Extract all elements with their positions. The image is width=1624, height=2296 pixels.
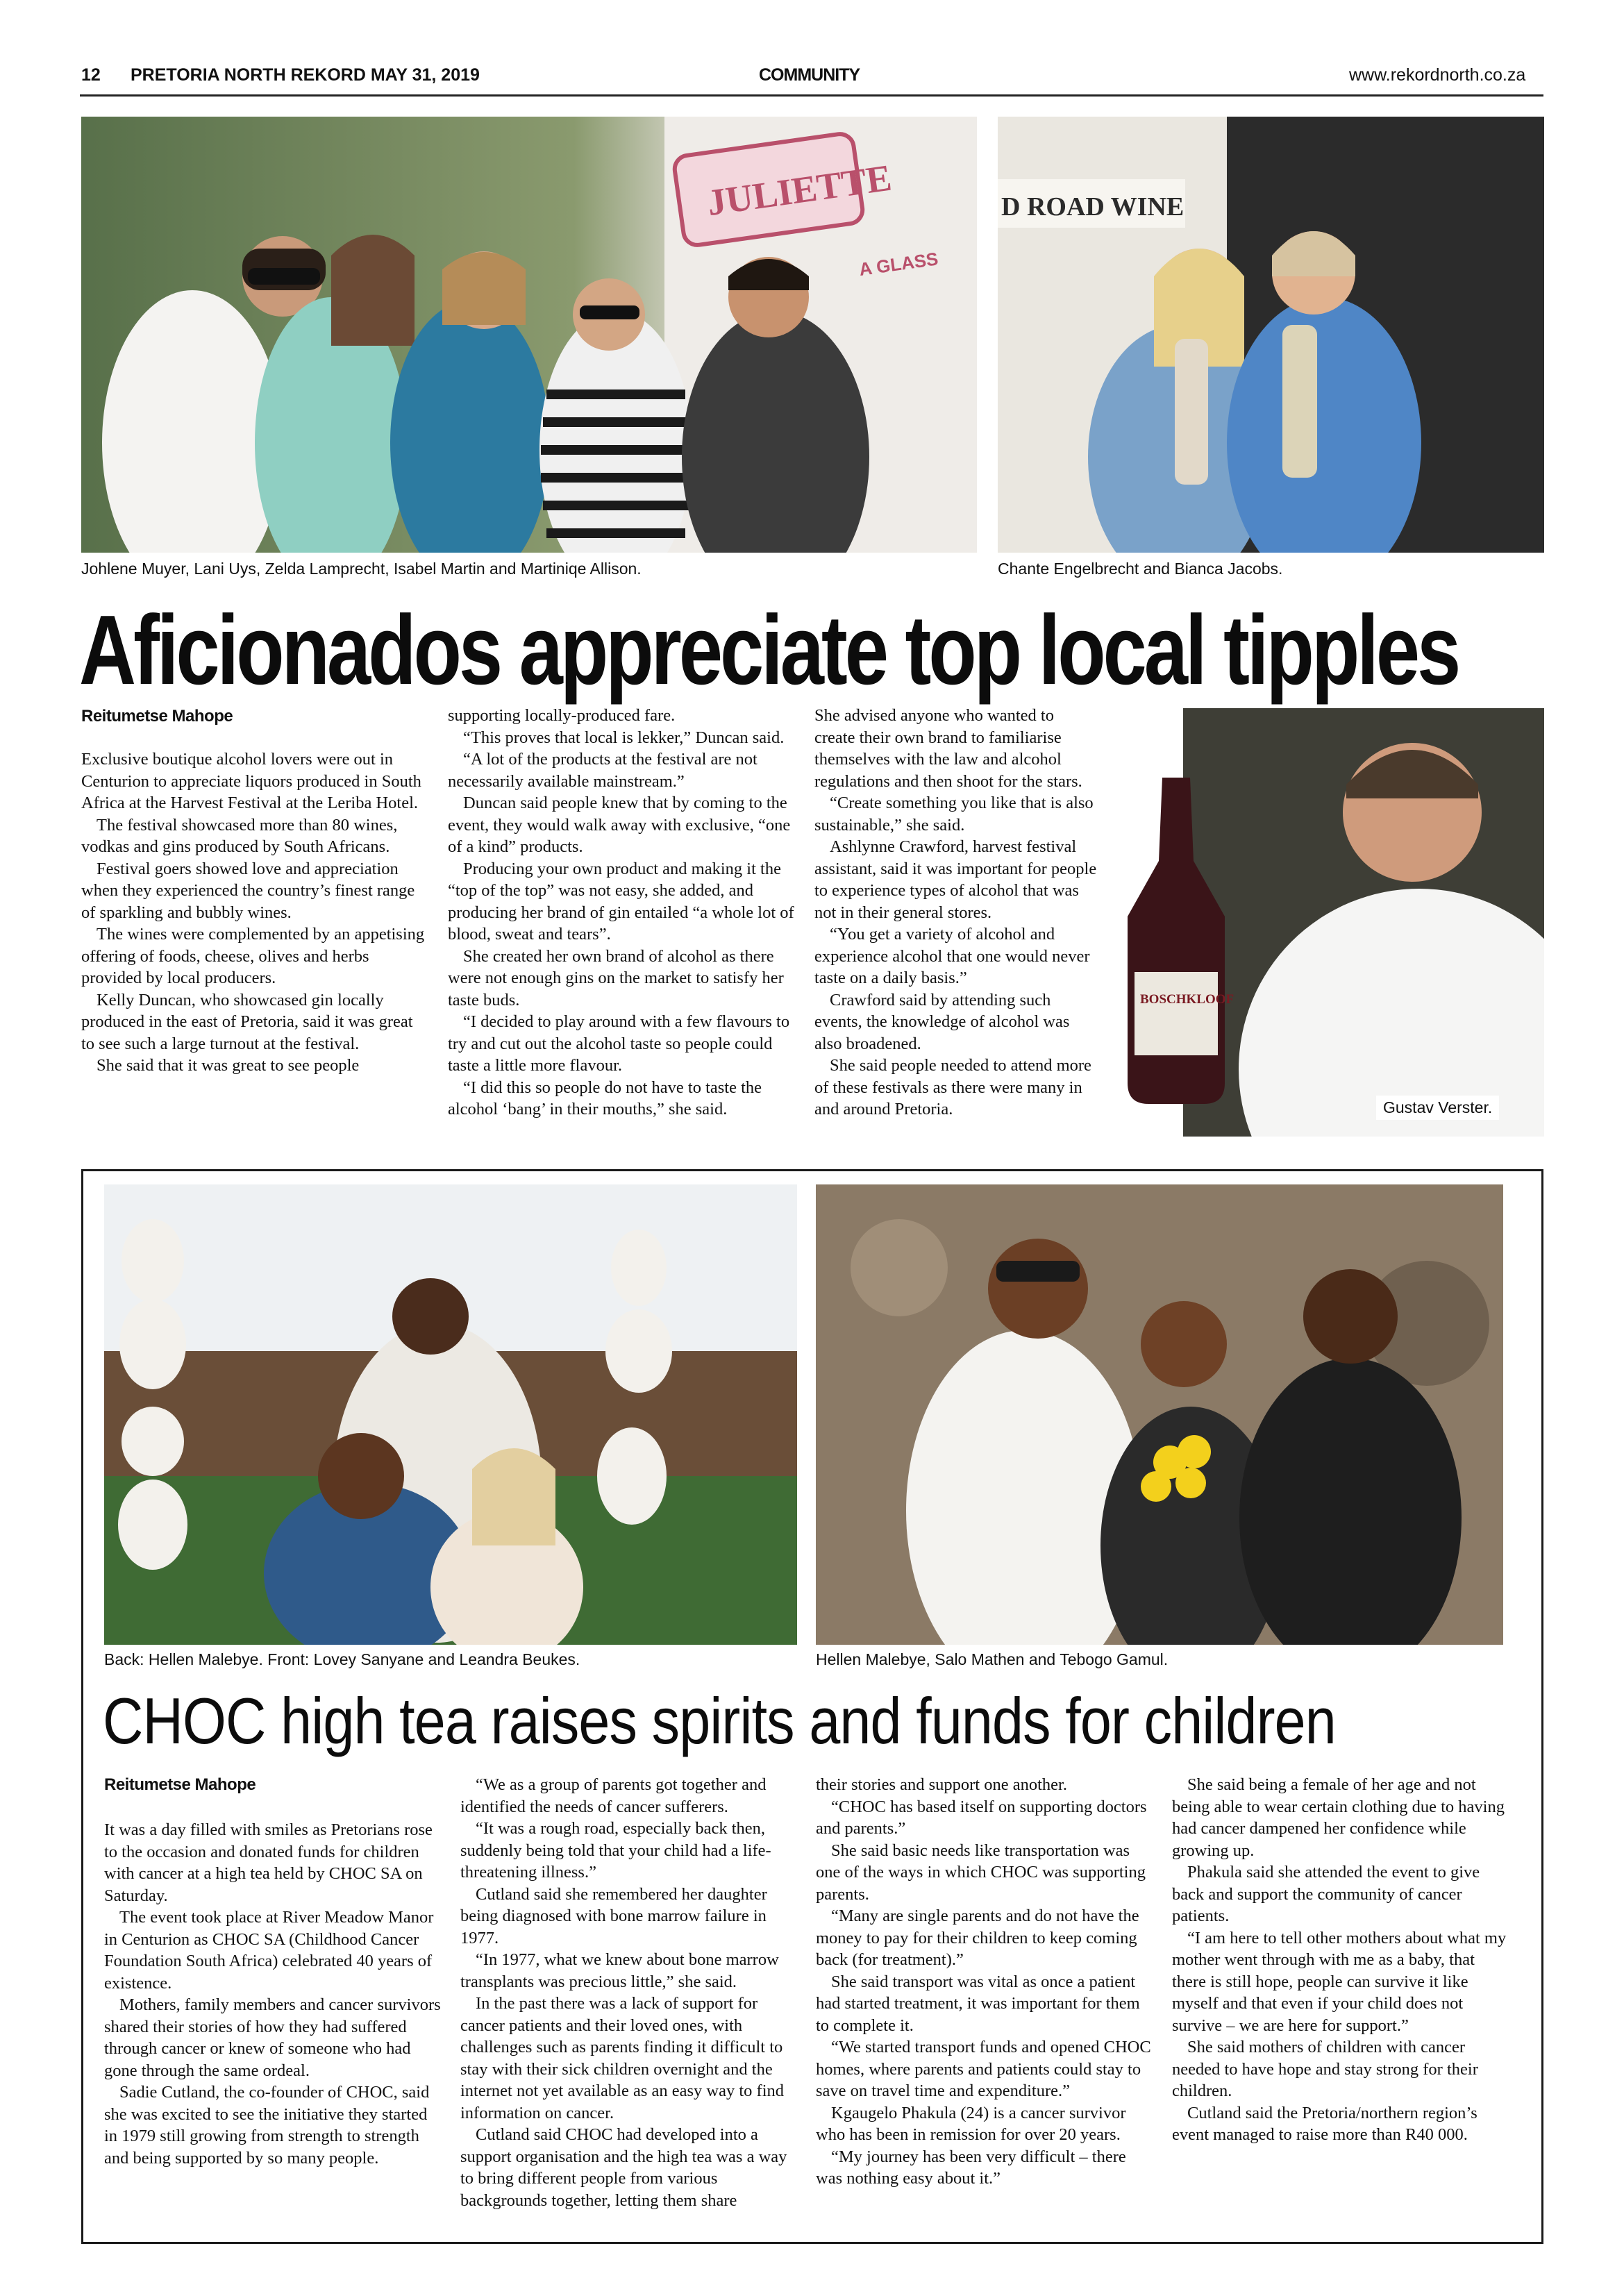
website-url: www.rekordnorth.co.za — [1349, 65, 1526, 85]
boschkloof-label: BOSCHKLOOF — [1140, 992, 1234, 1007]
article2-column-3: their stories and support one another. “CHOC has based itself on supporting doctors and parents.” She said basic needs like transportation was one of the ways in which CHOC was supporting parents. “Many are single parents and do not have the money to pay for their children to keep coming back (for treatment).” She said transport was vital as once a patient had started treatment, it was important for them to complete it. “We started transport funds and opened CHOC homes, where parents and patients could stay to save on travel time and expenditure.” Kgaugelo Phakula (24) is a cancer survivor who has been in remission for over 20 years. “My journey has been very difficult – there was nothing easy about it.” — [816, 1775, 1151, 2188]
article1-column-1: Exclusive boutique alcohol lovers were out in Centurion to appreciate liquors produced in South Africa at the Harvest Festival at the Leriba Hotel. The festival showcased more than 80 wines, vodkas and gins produced by South Africans. Festival goers showed love and appreciation when they experienced the country’s finest range of sparkling and bubbly wines. The wines were complemented by an appetising offering of foods, cheese, olives and herbs provided by local producers. Kelly Duncan, who showcased gin locally produced in the east of Pretoria, said it was great to see such a large turnout at the festival. She said that it was great to see people — [81, 750, 425, 1075]
photo-choc-trio-caption: Hellen Malebye, Salo Mathen and Tebogo Gamul. — [816, 1650, 1169, 1668]
article2-column-2: “We as a group of parents got together and identified the needs of cancer sufferers. “It was a rough road, especially back then, suddenly being told that your child had a life-threatening illness.” Cutland said she remembered her daughter being diagnosed with bone marrow failure in 1977. “In 1977, what we knew about bone marrow transplants was precious little,” she said. In the past there was a lack of support for cancer patients and their loved ones, with challenges such as parents finding it difficult to stay with their sick children overnight and the internet not yet available as an easy way to find information on cancer. Cutland said CHOC had developed into a support organisation and the high tea was a way to bring different people from various backgrounds together, letting them share — [460, 1775, 787, 2210]
photo-gustav-verster-label: Gustav Verster. — [1376, 1096, 1499, 1120]
publication-dateline: PRETORIA NORTH REKORD MAY 31, 2019 — [131, 65, 480, 85]
photo-choc-trio — [816, 1184, 1503, 1645]
juliette-sign-sub: A GLASS — [857, 248, 940, 280]
photo-gustav-verster — [1107, 708, 1544, 1137]
section-label: COMMUNITY — [759, 65, 860, 85]
road-wine-sign: D ROAD WINE — [1001, 192, 1184, 221]
article2-column-4: She said being a female of her age and not being able to wear certain clothing due to having had cancer dampened her confidence while growing up. Phakula said she attended the event to give back and support the community of cancer patients. “I am here to tell other mothers about what my mother went through with me as a baby, that there is still hope, people can survive it like myself and that even if your child does not survive – we are here for support.” She said mothers of children with cancer needed to have hope and stay strong for their children. Cutland said the Pretoria/northern region’s event managed to raise more than R40 000. — [1172, 1775, 1507, 2144]
headline-choc: CHOC high tea raises spirits and funds for children — [103, 1684, 1336, 1757]
juliette-sign: JULIETTE — [704, 156, 894, 224]
byline-article1: Reitumetse Mahope — [81, 707, 233, 726]
article1-column-2: supporting locally-produced fare. “This proves that local is lekker,” Duncan said. “A lot of the products at the festival are not necessarily available mainstream.” Duncan said people knew that by coming to the event, they would walk away with exclusive, “one of a kind” products. Producing your own product and making it the “top of the top” was not easy, she added, and producing her brand of gin entailed “a whole lot of blood, sweat and tears”. She created her own brand of alcohol as there were not enough gins on the market to satisfy her taste buds. “I decided to play around with a few flavours to try and cut out the alcohol taste so people could taste a little more flavour. “I did this so people do not have to taste the alcohol ‘bang’ in their mouths,” she said. — [448, 706, 794, 1118]
headline-aficionados: Aficionados appreciate top local tipples — [79, 595, 1459, 705]
photo-choc-garden — [104, 1184, 797, 1645]
article2-column-1: It was a day filled with smiles as Pretorians rose to the occasion and donated funds for children with cancer at a high tea held by CHOC SA on Saturday. The event took place at River Meadow Manor in Centurion as CHOC SA (Childhood Cancer Foundation South Africa) celebrated 40 years of existence. Mothers, family members and cancer survivors shared their stories of how they had suffered through cancer or knew of someone who had gone through the same ordeal. Sadie Cutland, the co-founder of CHOC, said she was excited to see the initiative they started in 1979 still growing from strength to strength and being supported by so many people. — [104, 1820, 441, 2168]
byline-article2: Reitumetse Mahope — [104, 1775, 256, 1794]
photo-festival-group — [81, 117, 977, 553]
photo-wine-duo-caption: Chante Engelbrecht and Bianca Jacobs. — [998, 560, 1283, 578]
photo-choc-garden-caption: Back: Hellen Malebye. Front: Lovey Sanyane and Leandra Beukes. — [104, 1650, 580, 1668]
photo-festival-group-caption: Johlene Muyer, Lani Uys, Zelda Lamprecht, Isabel Martin and Martiniqe Allison. — [81, 560, 642, 578]
photo-wine-duo — [998, 117, 1544, 553]
page-number: 12 — [81, 65, 101, 85]
header-rule — [80, 94, 1543, 97]
article1-column-3: She advised anyone who wanted to create their own brand to familiarise themselves with the law and alcohol regulations and then shoot for the stars. “Create something you like that is also sustainable,” she said. Ashlynne Crawford, harvest festival assistant, said it was important for people to experience types of alcohol that was not in their general stores. “You get a variety of alcohol and experience alcohol that one would never taste on a daily basis.” Crawford said by attending such events, the knowledge of alcohol was also broadened. She said people needed to attend more of these festivals as there were many in and around Pretoria. — [814, 706, 1097, 1118]
